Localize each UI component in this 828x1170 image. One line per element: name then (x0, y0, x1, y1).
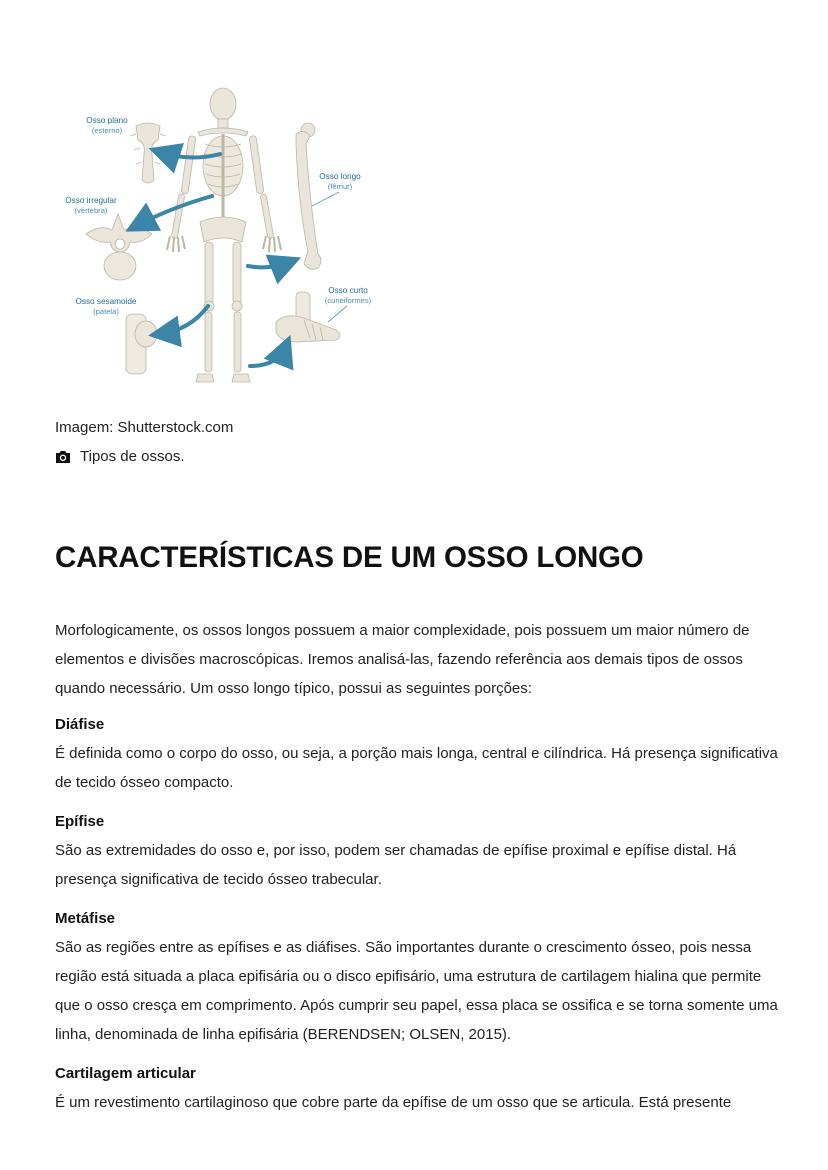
label-sesamoid-bone-example: (patela) (93, 307, 119, 316)
label-short-bone: Osso curto (328, 286, 368, 295)
section-title: Epífise (55, 813, 105, 830)
caption-text: Tipos de ossos. (80, 448, 185, 465)
section-title: Diáfise (55, 716, 105, 733)
label-short-bone-example: (cuneiformes) (324, 296, 372, 305)
label-sesamoid-bone: Osso sesamoide (75, 297, 137, 306)
patella-bone-icon (126, 314, 157, 374)
arrow-to-short-bone (250, 346, 286, 366)
arrow-to-long-bone (248, 262, 290, 267)
label-long-bone: Osso longo (319, 172, 361, 181)
section-text: É definida como o corpo do osso, ou seja, a porção mais longa, central e cilíndrica. Há presença significativa de tecido ósseo compacto. (55, 745, 778, 791)
image-credit: Imagem: Shutterstock.com (55, 419, 234, 436)
camera-icon (55, 449, 71, 465)
label-irregular-bone: Osso irregular (65, 196, 117, 205)
section-diafise (55, 710, 780, 797)
label-long-bone-example: (fêmur) (327, 182, 353, 191)
label-flat-bone-example: (esterno) (91, 126, 123, 135)
section-cartilagem-articular (55, 1059, 780, 1117)
femur-bone-icon (296, 123, 321, 269)
section-title: Cartilagem articular (55, 1065, 196, 1082)
article-body (55, 616, 780, 1127)
skeleton-illustration (60, 84, 390, 392)
section-epifise (55, 807, 780, 894)
figure-caption (55, 448, 185, 465)
intro-paragraph: Morfologicamente, os ossos longos possuem a maior complexidade, pois possuem um maior número de elementos e divisões macroscópicas. Iremos analisá-las, fazendo referência aos demais tipos de ossos quando necessário. Um osso longo típico, possui as seguintes porções: (55, 622, 750, 697)
section-text: É um revestimento cartilaginoso que cobre parte da epífise de um osso que se articula. Está presente (55, 1094, 732, 1111)
skeleton-icon (167, 88, 281, 382)
section-text: São as regiões entre as epífises e as diáfises. São importantes durante o crescimento ósseo, pois nessa região está situada a placa epifisária ou o disco epifisário, uma estrutura de cartilagem hialina que permite que o osso cresça em comprimento. Após cumprir seu papel, essa placa se ossifica e se torna somente uma linha, denominada de linha epifisária (BERENDSEN; OLSEN, 2015). (55, 939, 778, 1043)
section-heading: CARACTERÍSTICAS DE UM OSSO LONGO (55, 541, 644, 574)
bone-types-figure (60, 84, 390, 392)
label-flat-bone: Osso plano (86, 116, 128, 125)
arrow-to-sesamoid-bone (160, 306, 208, 334)
section-metafise (55, 904, 780, 1049)
section-title: Metáfise (55, 910, 116, 927)
section-text: São as extremidades do osso e, por isso, podem ser chamadas de epífise proximal e epífise distal. Há presença significativa de tecido ósseo trabecular. (55, 842, 737, 888)
label-irregular-bone-example: (vértebra) (74, 206, 108, 215)
